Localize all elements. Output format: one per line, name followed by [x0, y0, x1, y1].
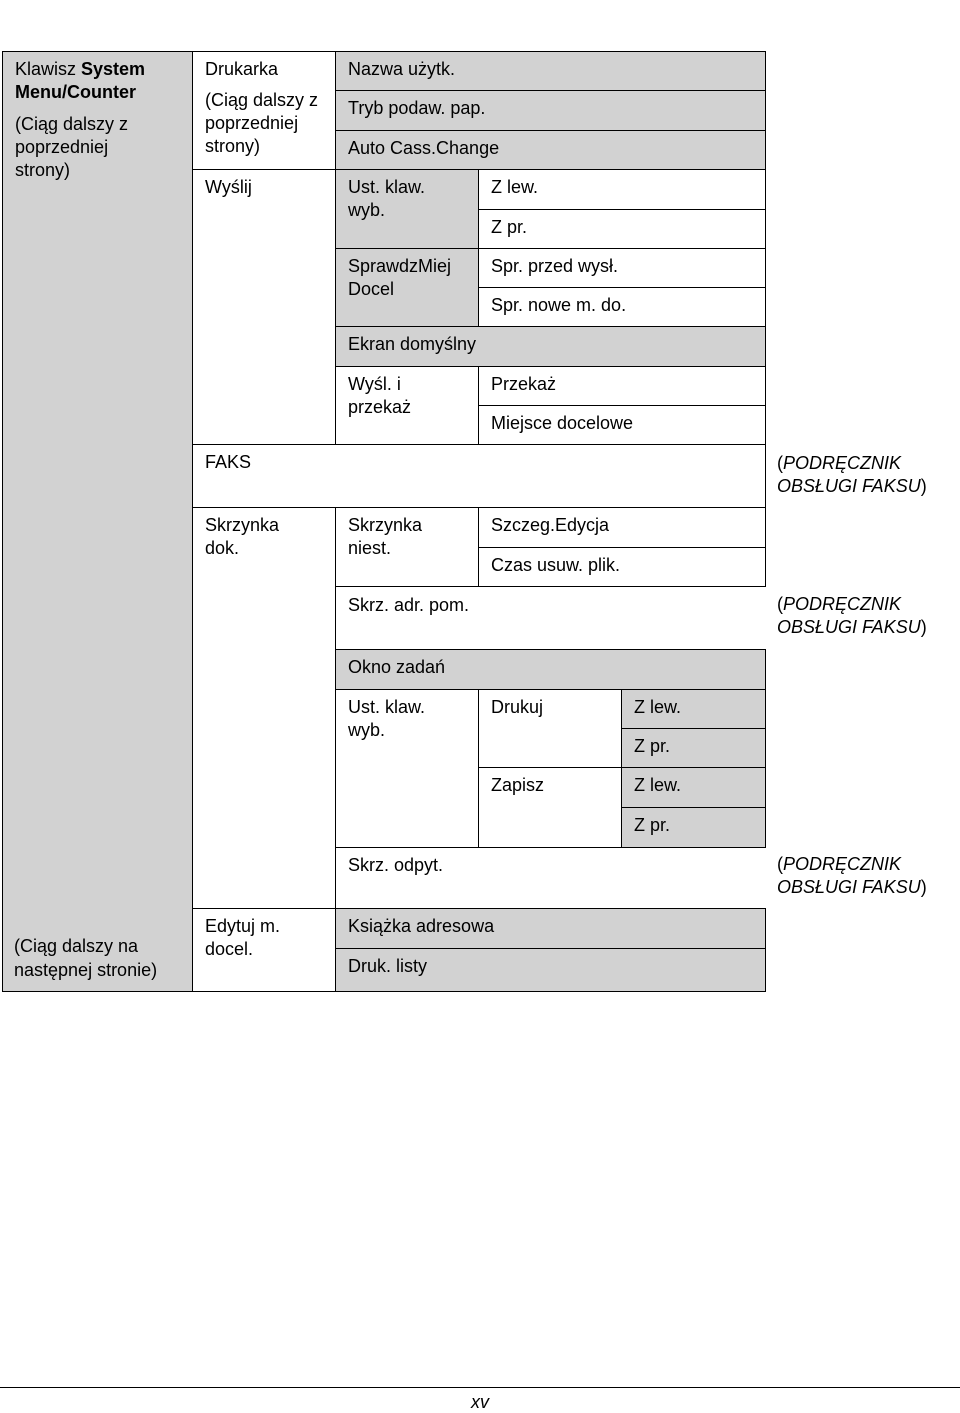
right-label-1: Z pr.	[491, 217, 528, 237]
dest-check-label: SprawdzMiej Docel	[348, 256, 452, 299]
job-window-cell	[335, 649, 766, 690]
quick-setup-label-1: Ust. klaw. wyb.	[348, 177, 426, 220]
system-menu-title: Klawisz System Menu/Counter	[15, 59, 146, 102]
send-cell	[192, 169, 336, 445]
printer-cell	[192, 51, 336, 170]
detail-edit-cell	[478, 507, 766, 548]
save-cell	[478, 767, 623, 848]
forward-cell	[478, 366, 766, 406]
printer-label: Drukarka	[205, 59, 279, 79]
right-cell-3	[621, 807, 766, 848]
right-cell-2	[621, 728, 766, 768]
fax-label: FAKS	[205, 452, 252, 472]
left-cell-1	[478, 169, 766, 210]
paper-feed-mode-label: Tryb podaw. pap.	[348, 98, 486, 118]
destination-label: Miejsce docelowe	[491, 413, 634, 433]
file-delete-time-label: Czas usuw. plik.	[491, 555, 621, 575]
page-number: xv	[471, 1392, 489, 1412]
auto-cass-change-label: Auto Cass.Change	[348, 138, 500, 158]
left-cell-2	[621, 689, 766, 729]
unusable-box-cell	[335, 507, 480, 587]
polling-box-label: Skrz. odpyt.	[348, 855, 444, 875]
right-label-2: Z pr.	[634, 736, 671, 756]
default-screen-cell	[335, 326, 766, 367]
fax-guide-note-2: (PODRĘCZNIK OBSŁUGI FAKSU)	[777, 594, 927, 637]
user-name-label: Nazwa użytk.	[348, 59, 456, 79]
job-window-label: Okno zadań	[348, 657, 446, 677]
file-delete-time-cell	[478, 547, 766, 587]
send-forward-label: Wyśl. i przekaż	[348, 374, 412, 417]
fax-guide-note-1: (PODRĘCZNIK OBSŁUGI FAKSU)	[777, 453, 927, 496]
subaddress-box-label: Skrz. adr. pom.	[348, 595, 470, 615]
right-label-3: Z pr.	[634, 815, 671, 835]
left-label-3: Z lew.	[634, 775, 682, 795]
check-before-send-label: Spr. przed wysł.	[491, 256, 619, 276]
dest-check-cell	[335, 248, 480, 327]
unusable-box-label: Skrzynka niest.	[348, 515, 423, 558]
save-label: Zapisz	[491, 775, 545, 795]
detail-edit-label: Szczeg.Edycja	[491, 515, 610, 535]
check-new-dest-cell	[478, 287, 766, 327]
print-list-cell	[335, 948, 766, 992]
print-cell	[478, 689, 623, 768]
paper-feed-mode-cell	[335, 90, 766, 131]
continued-on-next: (Ciąg dalszy na następnej stronie)	[14, 936, 158, 980]
destination-cell	[478, 405, 766, 445]
send-label: Wyślij	[205, 177, 252, 197]
default-screen-label: Ekran domyślny	[348, 334, 477, 354]
check-before-send-cell	[478, 248, 766, 288]
check-new-dest-label: Spr. nowe m. do.	[491, 295, 627, 315]
edit-destination-cell	[192, 908, 336, 992]
print-label: Drukuj	[491, 697, 544, 717]
document-box-label: Skrzynka dok.	[205, 515, 280, 558]
user-name-cell	[335, 51, 766, 91]
print-list-label: Druk. listy	[348, 956, 428, 976]
address-book-label: Książka adresowa	[348, 916, 495, 936]
document-box-cell	[192, 507, 336, 909]
forward-label: Przekaż	[491, 374, 557, 394]
left-label-2: Z lew.	[634, 697, 682, 717]
quick-setup-cell-2	[335, 689, 480, 848]
fax-cell	[192, 444, 766, 508]
printer-continued: (Ciąg dalszy z poprzedniej strony)	[205, 90, 319, 156]
fax-guide-note-3: (PODRĘCZNIK OBSŁUGI FAKSU)	[777, 854, 927, 897]
system-menu-column	[2, 51, 193, 992]
send-forward-cell	[335, 366, 480, 445]
left-label-1: Z lew.	[491, 177, 539, 197]
auto-cass-change-cell	[335, 130, 766, 170]
left-cell-3	[621, 767, 766, 808]
address-book-cell	[335, 908, 766, 949]
edit-destination-label: Edytuj m. docel.	[205, 916, 281, 959]
continued-from-previous: (Ciąg dalszy z poprzedniej strony)	[15, 114, 129, 180]
quick-setup-cell-1	[335, 169, 480, 249]
quick-setup-label-2: Ust. klaw. wyb.	[348, 697, 426, 740]
footer-rule	[0, 1387, 960, 1388]
right-cell-1	[478, 209, 766, 249]
